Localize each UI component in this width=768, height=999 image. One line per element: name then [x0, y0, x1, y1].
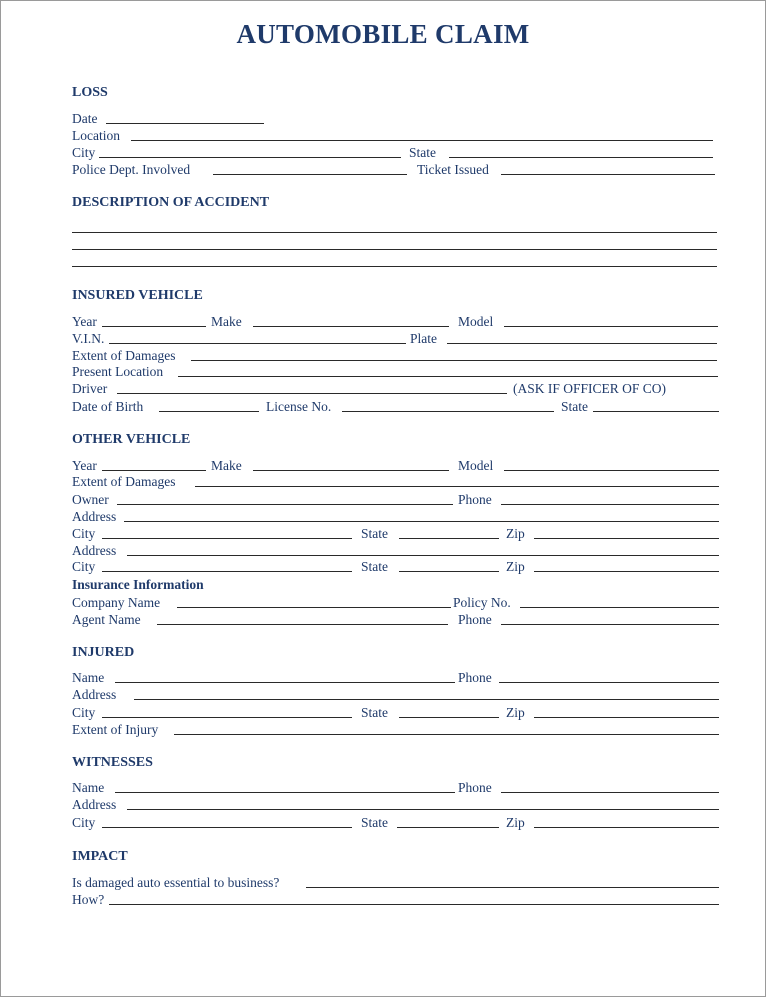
- field-present-location[interactable]: [178, 376, 718, 377]
- field-other-zip-1[interactable]: [534, 538, 719, 539]
- label-date-of-birth: Date of Birth: [72, 399, 144, 414]
- label-other-state-2: State: [361, 559, 388, 574]
- field-police-dept[interactable]: [213, 174, 407, 175]
- label-witness-phone: Phone: [458, 780, 492, 795]
- label-agent-name: Agent Name: [72, 612, 141, 627]
- field-insured-make[interactable]: [253, 326, 449, 327]
- label-how: How?: [72, 892, 105, 907]
- field-description-line-3[interactable]: [72, 266, 717, 267]
- section-heading-other-vehicle: OTHER VEHICLE: [72, 432, 191, 447]
- label-other-zip-1: Zip: [506, 526, 525, 541]
- field-injured-address[interactable]: [134, 699, 719, 700]
- label-other-phone: Phone: [458, 492, 492, 507]
- label-other-city-1: City: [72, 526, 96, 541]
- field-agent-phone[interactable]: [501, 624, 719, 625]
- field-auto-essential[interactable]: [306, 887, 719, 888]
- field-other-owner[interactable]: [117, 504, 453, 505]
- label-injured-state: State: [361, 705, 388, 720]
- label-injured-city: City: [72, 705, 96, 720]
- label-injured-phone: Phone: [458, 670, 492, 685]
- field-other-phone[interactable]: [501, 504, 719, 505]
- field-insured-extent[interactable]: [191, 360, 717, 361]
- field-witness-state[interactable]: [397, 827, 499, 828]
- field-company-name[interactable]: [177, 607, 451, 608]
- field-extent-of-injury[interactable]: [174, 734, 719, 735]
- label-insured-make: Make: [211, 314, 242, 329]
- label-loss-city: City: [72, 145, 96, 160]
- label-loss-state: State: [409, 145, 436, 160]
- section-heading-insured-vehicle: INSURED VEHICLE: [72, 288, 203, 303]
- field-other-state-1[interactable]: [399, 538, 499, 539]
- label-other-make: Make: [211, 458, 242, 473]
- field-date-of-birth[interactable]: [159, 411, 259, 412]
- field-witness-phone[interactable]: [501, 792, 719, 793]
- label-other-model: Model: [458, 458, 494, 473]
- label-ticket-issued: Ticket Issued: [417, 162, 489, 177]
- label-insured-plate: Plate: [410, 331, 437, 346]
- field-other-make[interactable]: [253, 470, 449, 471]
- field-insured-license-state[interactable]: [593, 411, 719, 412]
- field-injured-phone[interactable]: [499, 682, 719, 683]
- field-other-zip-2[interactable]: [534, 571, 719, 572]
- label-present-location: Present Location: [72, 364, 164, 379]
- label-auto-essential: Is damaged auto essential to business?: [72, 875, 280, 890]
- field-injured-city[interactable]: [102, 717, 352, 718]
- field-agent-name[interactable]: [157, 624, 448, 625]
- field-license-no[interactable]: [342, 411, 554, 412]
- field-loss-location[interactable]: [131, 140, 713, 141]
- label-insured-vin: V.I.N.: [72, 331, 105, 346]
- label-insured-year: Year: [72, 314, 97, 329]
- label-other-year: Year: [72, 458, 97, 473]
- insurance-information-subheading: Insurance Information: [72, 577, 204, 592]
- label-injured-zip: Zip: [506, 705, 525, 720]
- label-witness-name: Name: [72, 780, 105, 795]
- field-injured-name[interactable]: [115, 682, 455, 683]
- field-other-city-1[interactable]: [102, 538, 352, 539]
- label-other-owner: Owner: [72, 492, 109, 507]
- field-other-year[interactable]: [102, 470, 206, 471]
- field-other-city-2[interactable]: [102, 571, 352, 572]
- label-driver: Driver: [72, 381, 108, 396]
- label-insured-model: Model: [458, 314, 494, 329]
- label-other-address-2: Address: [72, 543, 117, 558]
- label-injured-name: Name: [72, 670, 105, 685]
- field-insured-vin[interactable]: [109, 343, 406, 344]
- field-witness-address[interactable]: [127, 809, 719, 810]
- field-witness-zip[interactable]: [534, 827, 719, 828]
- section-heading-loss: LOSS: [72, 85, 108, 100]
- field-other-address-2[interactable]: [127, 555, 719, 556]
- section-heading-impact: IMPACT: [72, 849, 128, 864]
- field-other-model[interactable]: [504, 470, 719, 471]
- field-driver[interactable]: [117, 393, 507, 394]
- field-policy-no[interactable]: [520, 607, 719, 608]
- label-agent-phone: Phone: [458, 612, 492, 627]
- form-title: AUTOMOBILE CLAIM: [236, 19, 530, 49]
- driver-note: (ASK IF OFFICER OF CO): [513, 381, 667, 396]
- field-insured-year[interactable]: [102, 326, 206, 327]
- label-insured-license-state: State: [561, 399, 588, 414]
- field-loss-state[interactable]: [449, 157, 713, 158]
- field-injured-zip[interactable]: [534, 717, 719, 718]
- field-injured-state[interactable]: [399, 717, 499, 718]
- label-loss-location: Location: [72, 128, 120, 143]
- field-other-extent[interactable]: [195, 486, 719, 487]
- label-injured-address: Address: [72, 687, 117, 702]
- field-how[interactable]: [109, 904, 719, 905]
- label-policy-no: Policy No.: [453, 595, 511, 610]
- field-description-line-1[interactable]: [72, 232, 717, 233]
- field-witness-name[interactable]: [115, 792, 455, 793]
- label-license-no: License No.: [266, 399, 332, 414]
- field-insured-plate[interactable]: [447, 343, 717, 344]
- label-extent-of-injury: Extent of Injury: [72, 722, 159, 737]
- label-other-address-1: Address: [72, 509, 117, 524]
- label-witness-address: Address: [72, 797, 117, 812]
- label-other-state-1: State: [361, 526, 388, 541]
- label-other-extent: Extent of Damages: [72, 474, 176, 489]
- field-ticket-issued[interactable]: [501, 174, 715, 175]
- label-insured-extent: Extent of Damages: [72, 348, 176, 363]
- field-description-line-2[interactable]: [72, 249, 717, 250]
- section-heading-description: DESCRIPTION OF ACCIDENT: [72, 195, 270, 210]
- field-other-state-2[interactable]: [399, 571, 499, 572]
- field-other-address-1[interactable]: [124, 521, 719, 522]
- label-witness-city: City: [72, 815, 96, 830]
- label-loss-date: Date: [72, 111, 98, 126]
- field-insured-model[interactable]: [504, 326, 718, 327]
- label-witness-state: State: [361, 815, 388, 830]
- label-company-name: Company Name: [72, 595, 161, 610]
- field-loss-date[interactable]: [106, 123, 264, 124]
- label-other-city-2: City: [72, 559, 96, 574]
- field-loss-city[interactable]: [99, 157, 401, 158]
- section-heading-injured: INJURED: [72, 645, 135, 660]
- label-witness-zip: Zip: [506, 815, 525, 830]
- section-heading-witnesses: WITNESSES: [72, 755, 153, 770]
- field-witness-city[interactable]: [102, 827, 352, 828]
- label-police-dept: Police Dept. Involved: [72, 162, 191, 177]
- label-other-zip-2: Zip: [506, 559, 525, 574]
